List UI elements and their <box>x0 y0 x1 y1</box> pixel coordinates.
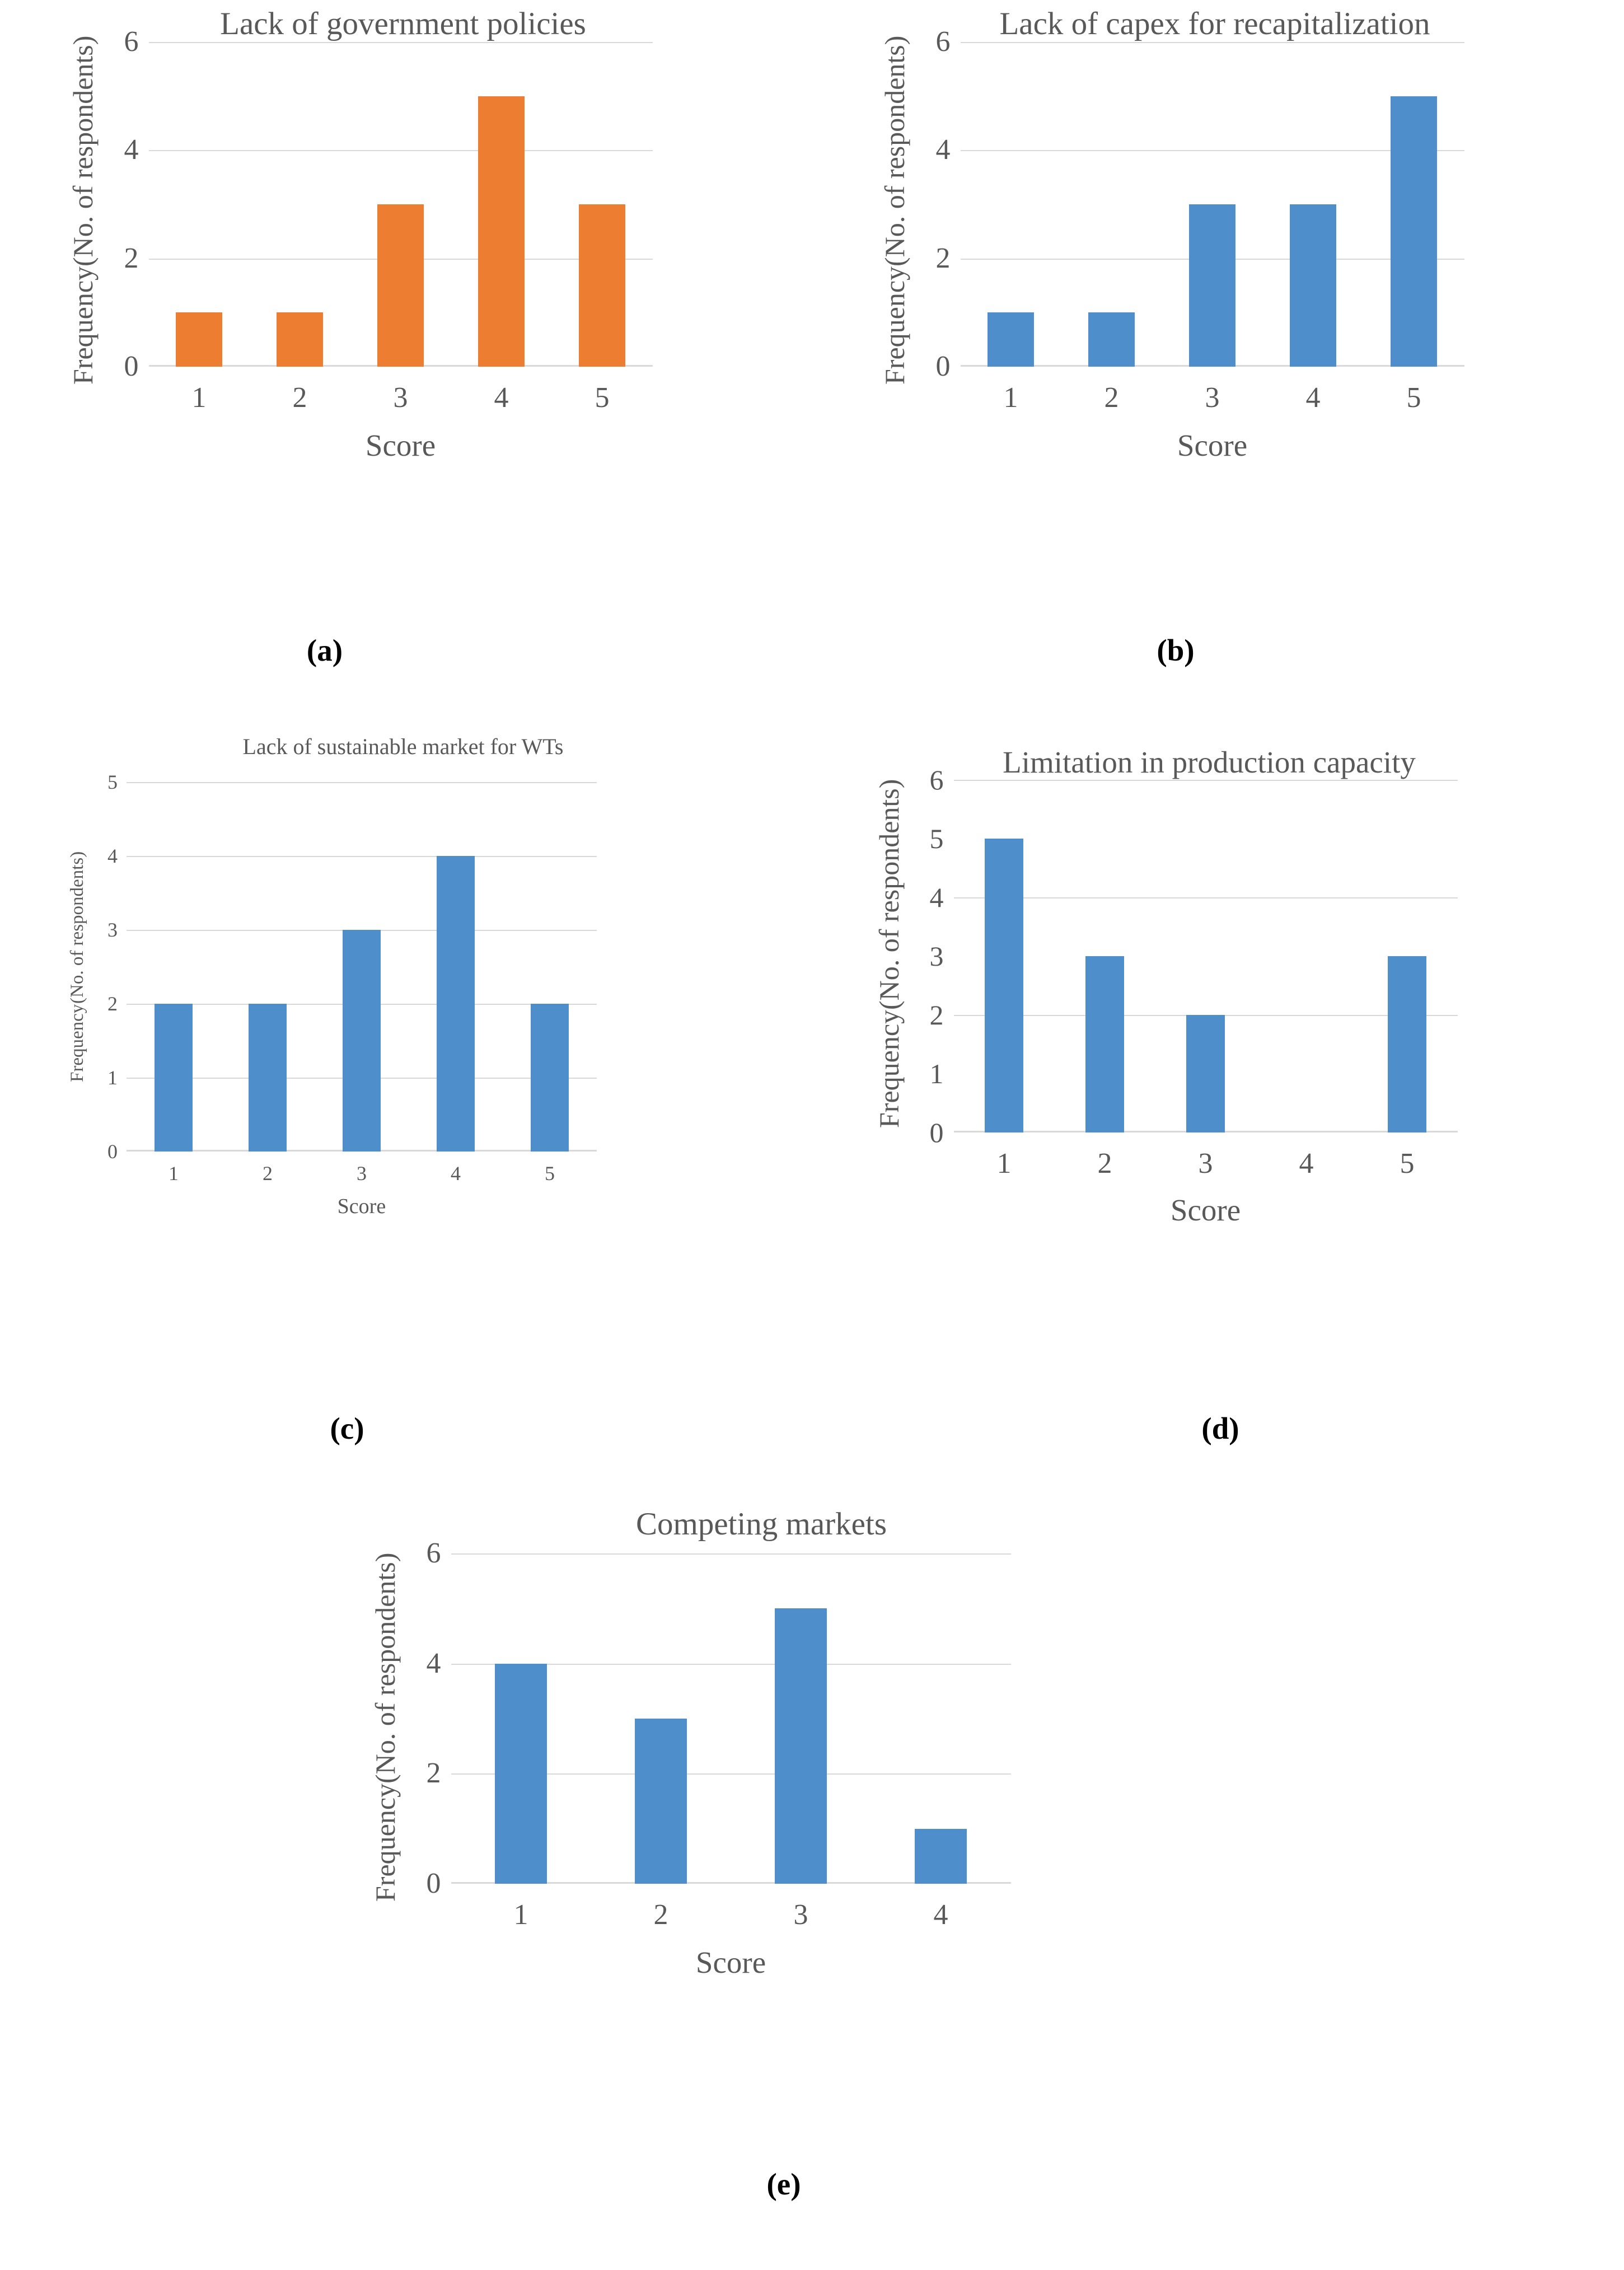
bar-slot <box>1055 780 1155 1132</box>
bar-slot <box>221 782 315 1152</box>
chart-panel-e <box>369 1506 1153 1980</box>
panel-caption-c: (c) <box>330 1411 364 1445</box>
x-tick: 5 <box>595 382 610 414</box>
x-tick: 5 <box>1406 382 1421 414</box>
x-tick: 1 <box>996 1148 1012 1180</box>
bar <box>531 1004 568 1152</box>
panel-caption-b: (b) <box>1157 633 1195 667</box>
x-axis-ticks <box>451 1898 1011 1931</box>
bar <box>635 1719 687 1884</box>
bar <box>277 312 323 367</box>
bar-series <box>954 780 1458 1132</box>
bar <box>176 312 222 367</box>
bar-slot <box>127 782 221 1152</box>
x-tick: 4 <box>450 1162 461 1185</box>
plot-wrapper <box>873 764 1545 1228</box>
x-tick: 3 <box>1205 382 1220 414</box>
y-axis-ticks: 6 4 2 0 <box>426 1537 441 1899</box>
bar-slot <box>409 782 503 1152</box>
y-axis-label <box>67 35 100 385</box>
bar-slot <box>552 42 653 367</box>
bar-series <box>127 782 597 1152</box>
bar <box>985 839 1023 1132</box>
plot-wrapper <box>67 26 739 463</box>
bar-slot <box>961 42 1061 367</box>
chart-title: Lack of capex for recapitalization <box>999 6 1430 41</box>
x-tick: 1 <box>513 1899 528 1931</box>
x-tick: 2 <box>1097 1148 1112 1180</box>
bar-series <box>961 42 1464 367</box>
x-tick: 4 <box>1299 1148 1314 1180</box>
x-tick: 3 <box>1198 1148 1213 1180</box>
bar <box>377 204 424 367</box>
bar <box>1391 96 1437 367</box>
bar <box>343 930 380 1152</box>
x-tick: 5 <box>1400 1148 1415 1180</box>
bar-slot <box>315 782 409 1152</box>
bar-slot <box>503 782 597 1152</box>
bar-slot <box>250 42 350 367</box>
y-axis-ticks: 5 4 3 2 1 0 <box>107 771 118 1163</box>
bar-slot <box>1061 42 1162 367</box>
x-axis-label: Score <box>695 1945 766 1979</box>
y-axis-label-line1: Frequency <box>879 266 910 385</box>
bar <box>495 1664 547 1884</box>
x-tick: 2 <box>653 1899 668 1931</box>
x-axis-label: Score <box>365 428 436 462</box>
bar <box>915 1829 967 1884</box>
x-tick: 5 <box>544 1162 555 1185</box>
plot-area <box>127 782 597 1152</box>
x-tick: 3 <box>793 1899 808 1931</box>
x-tick: 2 <box>262 1162 273 1185</box>
x-tick: 4 <box>494 382 509 414</box>
bar-series <box>149 42 653 367</box>
y-axis-ticks: 6 5 4 3 2 1 0 <box>929 764 944 1148</box>
chart-panel-a <box>67 6 739 463</box>
bar <box>1088 312 1135 367</box>
bar-slot <box>731 1553 871 1884</box>
bar-slot <box>451 42 552 367</box>
bar <box>1085 956 1124 1132</box>
x-axis-ticks <box>127 1162 597 1185</box>
x-tick: 1 <box>168 1162 179 1185</box>
panel-caption-a: (a) <box>306 633 343 667</box>
x-tick: 3 <box>356 1162 367 1185</box>
bar-slot <box>1256 780 1357 1132</box>
y-axis-label <box>879 35 911 385</box>
x-tick: 2 <box>292 382 307 414</box>
x-tick: 4 <box>1305 382 1321 414</box>
bar-slot <box>1364 42 1464 367</box>
y-axis-label <box>369 1553 402 1901</box>
bar-slot <box>1357 780 1458 1132</box>
y-axis-label-line1: Frequency <box>369 1783 401 1902</box>
y-axis-label-line2: (No. of respondents) <box>879 35 910 266</box>
bar-slot <box>1162 42 1263 367</box>
y-axis-label-line2: (No. of respondents) <box>873 779 905 1010</box>
bar <box>1189 204 1235 367</box>
bar <box>155 1004 192 1152</box>
x-tick: 1 <box>1003 382 1018 414</box>
plot-area <box>451 1553 1011 1884</box>
plot-wrapper <box>879 26 1551 463</box>
plot-wrapper <box>369 1537 1153 1980</box>
bar-slot <box>149 42 250 367</box>
bar <box>437 856 474 1152</box>
bar-slot <box>1263 42 1364 367</box>
x-axis-label: Score <box>337 1195 386 1218</box>
bar <box>775 1608 827 1884</box>
x-axis-ticks <box>149 381 653 414</box>
chart-title: Competing markets <box>635 1506 887 1542</box>
plot-area <box>149 42 653 367</box>
bar <box>478 96 525 367</box>
bar <box>1388 956 1426 1132</box>
chart-title: Limitation in production capacity <box>1003 745 1416 779</box>
y-axis-ticks: 6 4 2 0 <box>124 26 139 382</box>
bar-slot <box>871 1553 1011 1884</box>
bar-series <box>451 1553 1011 1884</box>
y-axis-label-line1: Frequency <box>67 266 99 385</box>
bar <box>987 312 1034 367</box>
y-axis-label-line1: Frequency <box>67 1004 87 1082</box>
chart-panel-d <box>873 745 1545 1228</box>
plot-area <box>961 42 1464 367</box>
bar-slot <box>350 42 451 367</box>
y-axis-label-line2: (No. of respondents) <box>369 1552 401 1784</box>
plot-wrapper <box>67 771 739 1219</box>
y-axis-label <box>873 780 906 1127</box>
y-axis-ticks: 6 4 2 0 <box>935 26 951 382</box>
y-axis-label-line1: Frequency <box>873 1009 905 1128</box>
y-axis-label-line2: (No. of respondents) <box>67 851 87 1004</box>
x-tick: 3 <box>393 382 408 414</box>
x-axis-ticks <box>954 1147 1458 1180</box>
chart-title: Lack of government policies <box>220 6 586 41</box>
bar-slot <box>954 780 1055 1132</box>
bar <box>579 204 625 367</box>
panel-caption-d: (d) <box>1201 1411 1239 1445</box>
bar <box>1290 204 1336 367</box>
x-axis-ticks <box>961 381 1464 414</box>
x-axis-label: Score <box>1170 1193 1241 1227</box>
bar-slot <box>1155 780 1256 1132</box>
x-tick: 2 <box>1104 382 1119 414</box>
y-axis-label-line2: (No. of respondents) <box>67 35 99 266</box>
x-tick: 1 <box>191 382 207 414</box>
chart-title: Lack of sustainable market for WTs <box>242 734 564 759</box>
bar-slot <box>591 1553 731 1884</box>
x-axis-label: Score <box>1177 428 1248 462</box>
panel-caption-e: (e) <box>766 2167 801 2201</box>
chart-panel-c <box>67 733 739 1219</box>
chart-panel-b <box>879 6 1551 463</box>
y-axis-label <box>67 816 88 1118</box>
bar <box>249 1004 286 1152</box>
plot-area <box>954 780 1458 1132</box>
x-tick: 4 <box>933 1899 948 1931</box>
bar-slot <box>451 1553 591 1884</box>
bar <box>1186 1015 1224 1132</box>
